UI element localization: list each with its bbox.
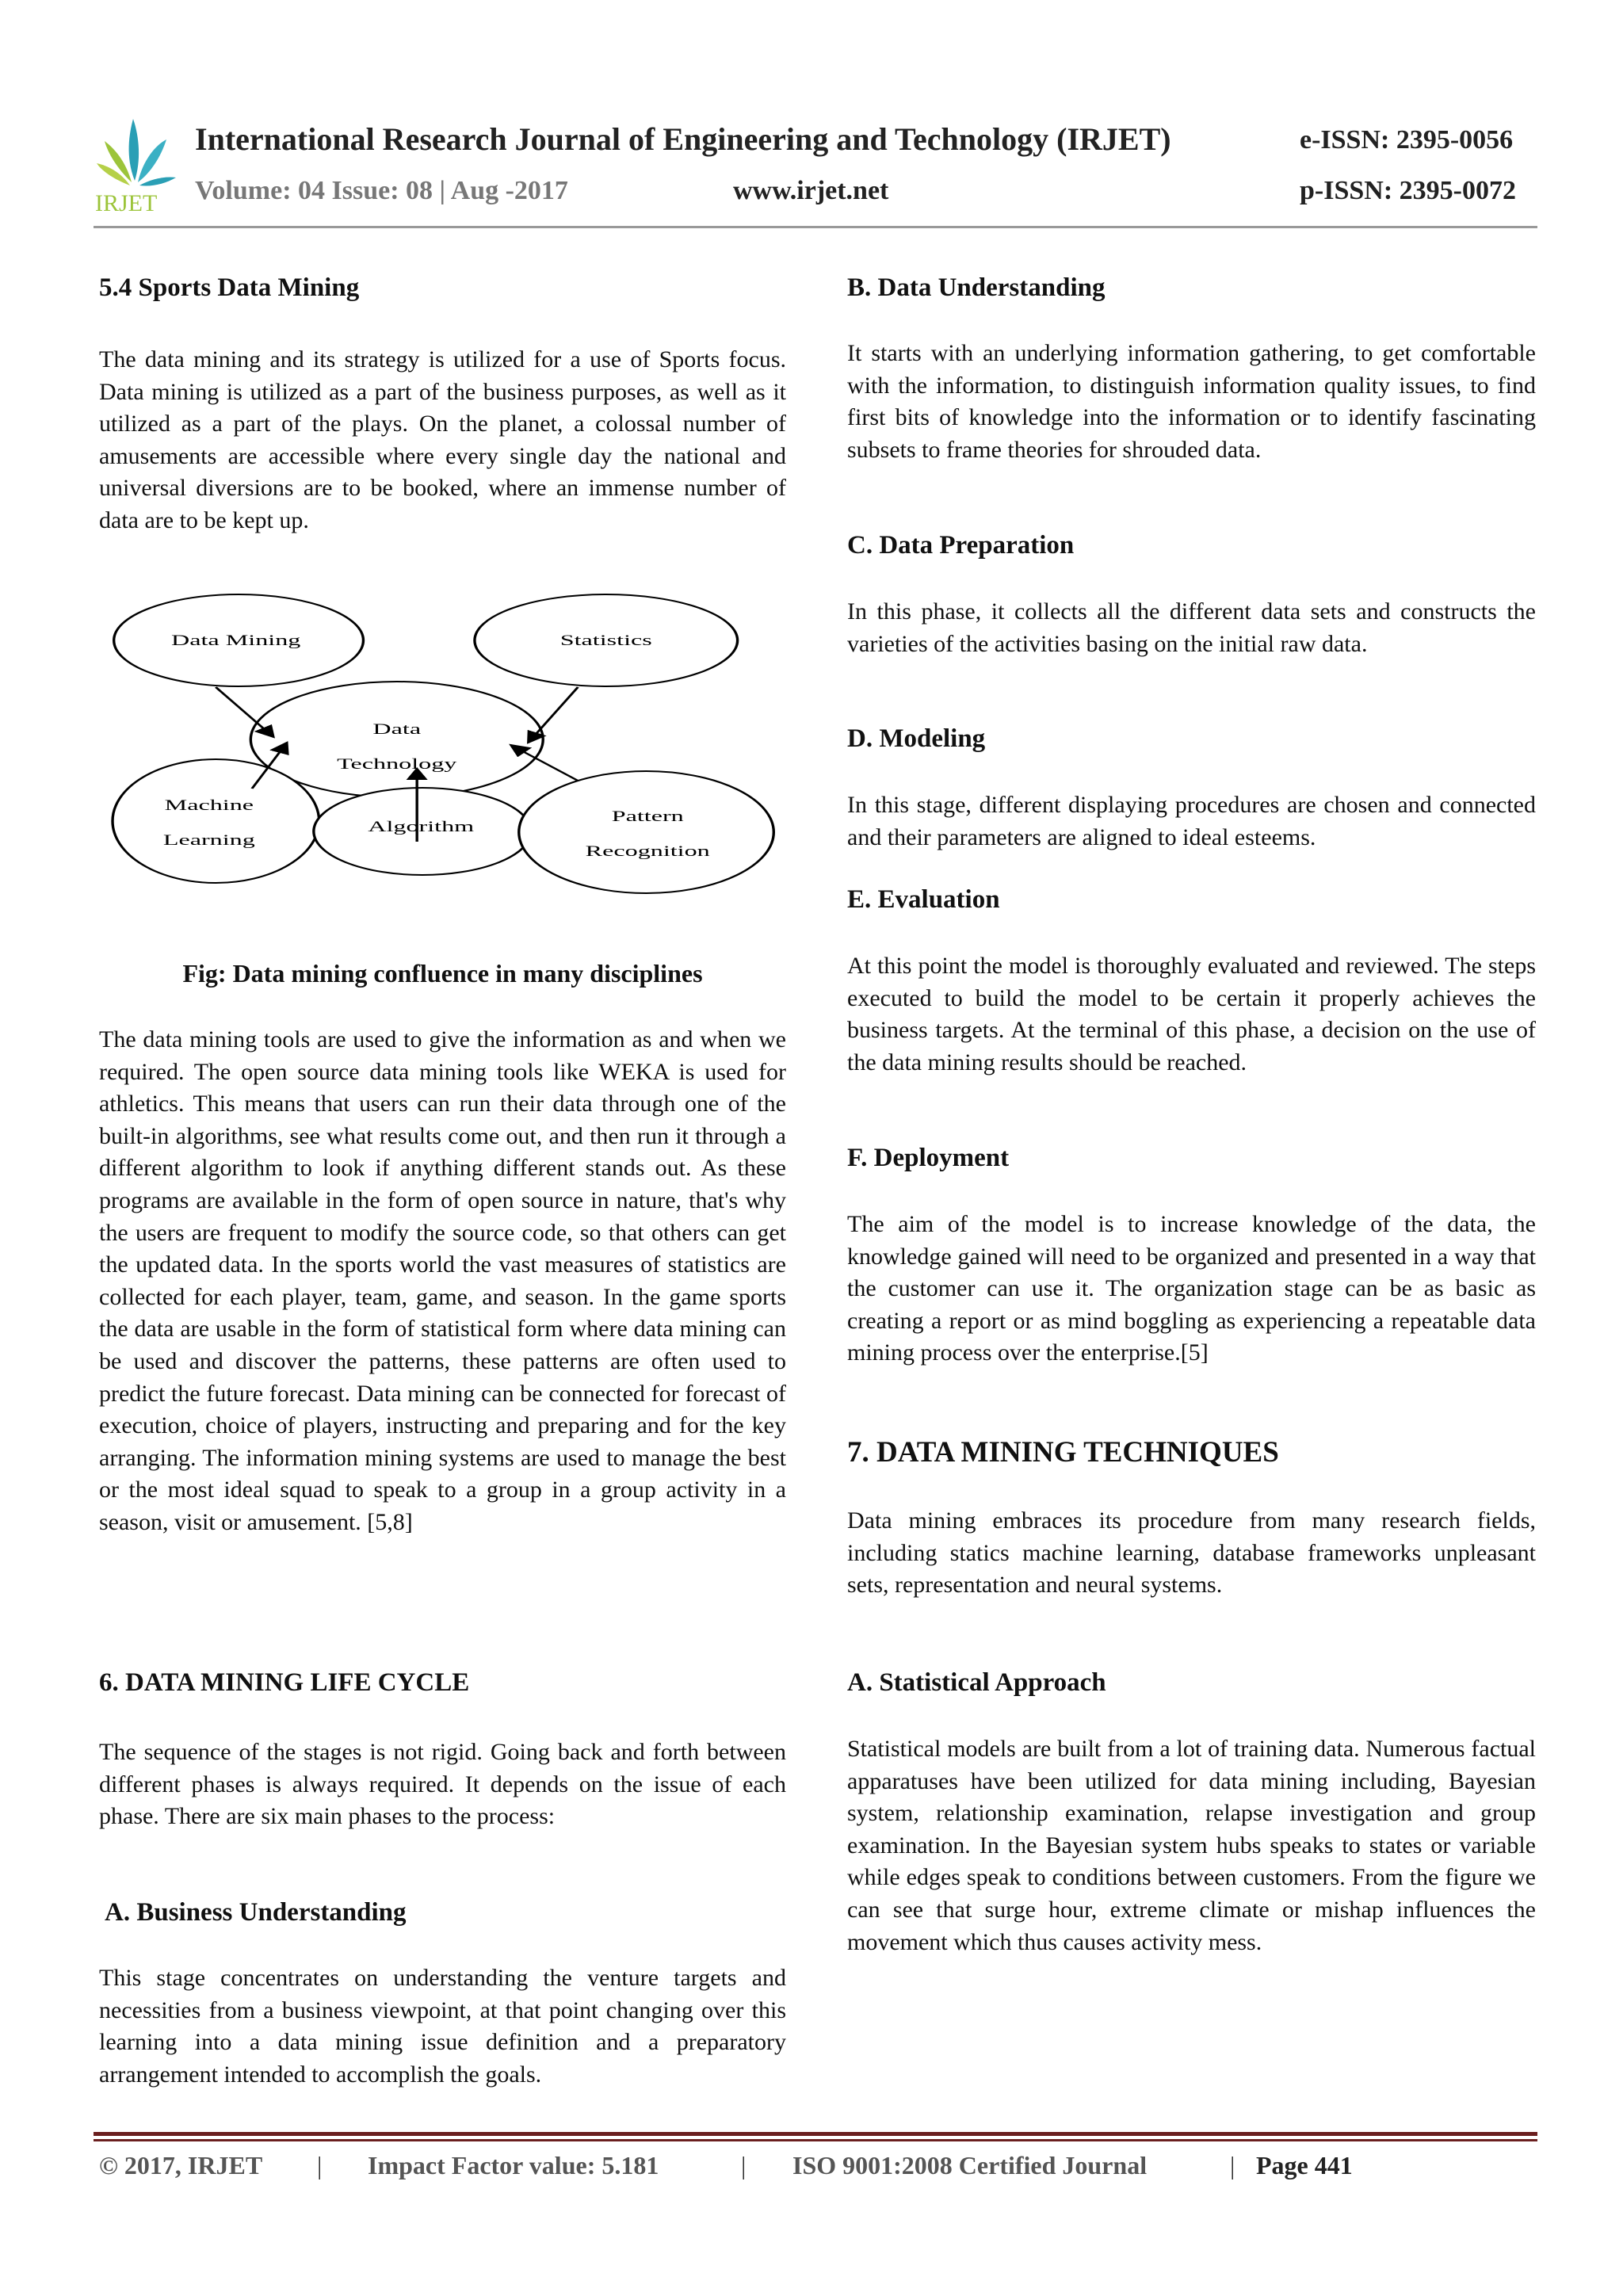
footer-separator: | <box>1230 2151 1235 2179</box>
p-issn: p-ISSN: 2395-0072 <box>1300 176 1516 205</box>
label-statistics: Statistics <box>559 631 652 649</box>
evaluation-heading: E. Evaluation <box>847 885 1000 914</box>
label-machine-learning-2: Learning <box>162 831 255 849</box>
volume-issue: Volume: 04 Issue: 08 | Aug -2017 <box>195 176 568 205</box>
header-divider <box>94 226 1537 228</box>
section-5-4-heading: 5.4 Sports Data Mining <box>99 273 360 302</box>
modeling-heading: D. Modeling <box>847 724 986 753</box>
leaf-logo-icon <box>94 117 181 214</box>
section-6-heading: 6. DATA MINING LIFE CYCLE <box>99 1668 470 1697</box>
journal-title: International Research Journal of Engineering and Technology (IRJET) <box>195 121 1171 157</box>
deployment-heading: F. Deployment <box>847 1144 1010 1172</box>
data-understanding-paragraph: It starts with an underlying information gathering, to get comfortable with the information, to distinguish information quality issues, to find first bits of knowledge into the information or to identify fascinating subsets to frame theories for shrouded data. <box>847 340 1536 463</box>
e-issn: e-ISSN: 2395-0056 <box>1300 125 1514 155</box>
statistical-approach-paragraph: Statistical models are built from a lot of training data. Numerous factual apparatuses have been utilized for data mining including, Bayesian system, relationship examination, relapse investigation and group examination. In the Bayesian system hubs speaks to states or variable while edges speak to conditions between customers. From the figure we can see that surge hour, extreme climate or mishap influences the movement which thus causes activity mess. <box>847 1736 1536 1955</box>
footer-iso: ISO 9001:2008 Certified Journal <box>792 2151 1148 2179</box>
section-7-paragraph: Data mining embraces its procedure from many research fields, including statics machine learning, database frameworks unpleasant sets, representation and neural systems. <box>847 1507 1536 1599</box>
label-pattern-recognition-1: Pattern <box>611 807 684 825</box>
label-data-technology-2: Technology <box>337 755 457 773</box>
journal-website[interactable]: www.irjet.net <box>733 176 889 205</box>
data-understanding-heading: B. Data Understanding <box>847 273 1106 302</box>
footer-separator: | <box>741 2151 747 2179</box>
footer-impact-factor: Impact Factor value: 5.181 <box>368 2151 659 2179</box>
label-data-mining: Data Mining <box>171 631 301 649</box>
tools-paragraph: The data mining tools are used to give the information as and when we required. The open source data mining tools like WEKA is used for athletics. This means that users can run their data through one of the built-in algorithms, see what results come out, and then run it through a different algorithm to look if anything different stands out. As these programs are available in the form of open source in nature, that's why the users are frequent to modify the source code, so that others can get the updated data. In the sports world the vast measures of statistics are collected for each player, team, game, and season. In the game sports the data are usable in the form of statistical form where data mining can be used and discover the patterns, these patterns are often used to predict the future forecast. Data mining can be connected for forecast of execution, choice of players, instructing and preparing and for the key arranging. The information mining systems are used to manage the best or the most ideal squad to speak to a group in a group activity in a season, visit or amusement. [5,8] <box>99 1026 786 1535</box>
modeling-paragraph: In this stage, different displaying procedures are chosen and connected and their parameters are aligned to ideal esteems. <box>847 792 1536 850</box>
arrow-statistics <box>529 687 579 743</box>
data-preparation-heading: C. Data Preparation <box>847 531 1075 560</box>
irjet-logo <box>94 117 181 214</box>
data-preparation-paragraph: In this phase, it collects all the different data sets and constructs the varieties of the activities basing on the initial raw data. <box>847 598 1536 657</box>
arrow-pattern-recognition <box>511 745 579 781</box>
section-6-paragraph: The sequence of the stages is not rigid. Going back and forth between different phases is always required. It depends on the issue of each phase. There are six main phases to the process: <box>99 1739 786 1830</box>
section-5-4-paragraph: The data mining and its strategy is utilized for a use of Sports focus. Data mining is utilized as a part of the business purposes, as well as it utilized as a part of the plays. On the planet, a colossal number of amusements are accessible where every single day the national and universal diversions are to be booked, where an immense number of data are to be kept up. <box>99 346 786 533</box>
deployment-paragraph: The aim of the model is to increase knowledge of the data, the knowledge gained will need to be organized and presented in a way that the customer can use it. The organization stage can be as basic as creating a report or as mind boggling as experiencing a repeatable data mining process over the enterprise.[5] <box>847 1211 1536 1366</box>
node-pattern-recognition <box>519 771 774 893</box>
business-understanding-heading: A. Business Understanding <box>105 1898 407 1927</box>
section-7-heading: 7. DATA MINING TECHNIQUES <box>847 1436 1279 1469</box>
footer-page-number: Page 441 <box>1256 2151 1353 2179</box>
footer-separator: | <box>317 2151 323 2179</box>
arrow-data-mining <box>216 687 273 737</box>
footer-rule-secondary <box>94 2139 1537 2141</box>
label-algorithm: Algorithm <box>368 817 475 835</box>
footer-copyright: © 2017, IRJET <box>99 2151 263 2179</box>
node-machine-learning <box>113 759 319 883</box>
disciplines-diagram <box>95 586 792 904</box>
business-understanding-paragraph: This stage concentrates on understanding the venture targets and necessities from a business viewpoint, at that point changing over this learning into a data mining issue definition and a preparatory arrangement intended to accomplish the goals. <box>99 1965 786 2088</box>
label-machine-learning-1: Machine <box>164 796 254 814</box>
label-pattern-recognition-2: Recognition <box>585 842 710 860</box>
statistical-approach-heading: A. Statistical Approach <box>847 1668 1106 1697</box>
evaluation-paragraph: At this point the model is thoroughly evaluated and reviewed. The steps executed to build the model to be certain it properly achieves the business targets. At the terminal of this phase, a decision on the use of the data mining results should be reached. <box>847 953 1536 1075</box>
label-data-technology-1: Data <box>372 720 422 738</box>
figure-caption: Fig: Data mining confluence in many disciplines <box>182 959 703 988</box>
svg-text:IRJET: IRJET <box>95 190 158 214</box>
footer-rule <box>94 2132 1537 2136</box>
